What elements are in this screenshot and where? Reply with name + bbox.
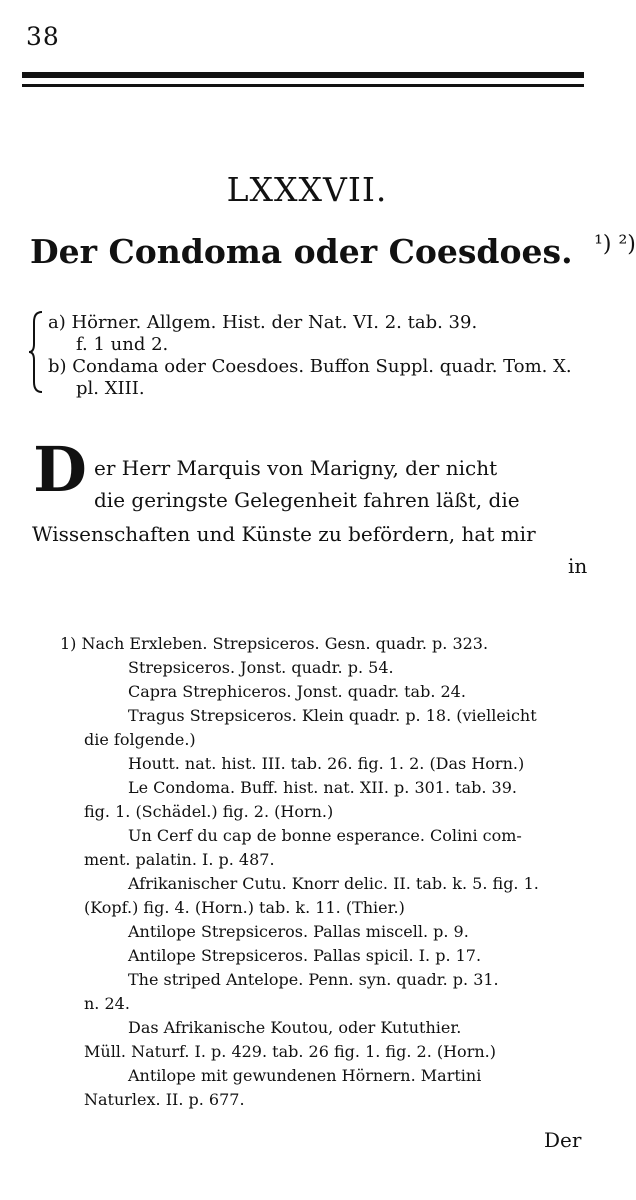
footnotes: [48, 632, 539, 1112]
body-line: in: [568, 554, 588, 578]
reference-line: b) Condama oder Coesdoes. Buffon Suppl. quadr. Tom. X.: [48, 356, 572, 377]
body-line: Wissenschaften und Künste zu befördern, hat mir: [32, 522, 536, 546]
reference-line: f. 1 und 2.: [76, 334, 169, 355]
footnote-line: Naturlex. II. p. 677.: [84, 1090, 245, 1109]
header-rule-thin: [22, 84, 584, 87]
chapter-title: [30, 232, 636, 271]
footnote-line: Das Afrikanische Koutou, oder Kututhier.: [128, 1018, 462, 1037]
footnote-line: Tragus Strepsiceros. Klein quadr. p. 18. (vielleicht: [128, 706, 537, 725]
footnote-line: fig. 1. (Schädel.) fig. 2. (Horn.): [84, 802, 334, 821]
chapter-title-text: Der Condoma oder Coesdoes.: [30, 232, 573, 271]
footnote-line: Müll. Naturf. I. p. 429. tab. 26 fig. 1. fig. 2. (Horn.): [84, 1042, 496, 1061]
footnote-line: die folgende.): [84, 730, 196, 749]
page-number: 38: [26, 22, 60, 51]
footnote-line: Capra Strephiceros. Jonst. quadr. tab. 24.: [128, 682, 466, 701]
reference-line: a) Hörner. Allgem. Hist. der Nat. VI. 2. tab. 39.: [48, 312, 478, 333]
footnote-line: Afrikanischer Cutu. Knorr delic. II. tab. k. 5. fig. 1.: [128, 874, 539, 893]
footnote-line: Antilope Strepsiceros. Pallas miscell. p. 9.: [128, 922, 469, 941]
footnote-line: The striped Antelope. Penn. syn. quadr. p. 31.: [128, 970, 499, 989]
body-line: er Herr Marquis von Marigny, der nicht: [94, 456, 498, 480]
footnote-line: Un Cerf du cap de bonne esperance. Colini com-: [128, 826, 522, 845]
catchword: Der: [544, 1128, 582, 1152]
reference-list: [48, 312, 572, 400]
footnote-line: Le Condoma. Buff. hist. nat. XII. p. 301. tab. 39.: [128, 778, 517, 797]
drop-cap: D: [33, 433, 87, 506]
reference-brace: [28, 310, 44, 394]
title-footnote-marks: ¹) ²): [594, 232, 636, 257]
body-line: die geringste Gelegenheit fahren läßt, die: [94, 488, 520, 512]
reference-line: pl. XIII.: [76, 378, 145, 399]
footnote-line: n. 24.: [84, 994, 130, 1013]
footnote-line: Strepsiceros. Jonst. quadr. p. 54.: [128, 658, 394, 677]
footnote-line: Antilope mit gewundenen Hörnern. Martini: [128, 1066, 482, 1085]
header-rule-thick: [22, 72, 584, 78]
footnote-line: Antilope Strepsiceros. Pallas spicil. I. p. 17.: [128, 946, 482, 965]
chapter-number: LXXXVII.: [226, 170, 388, 209]
footnote-line: 1) Nach Erxleben. Strepsiceros. Gesn. quadr. p. 323.: [60, 634, 489, 653]
footnote-line: Houtt. nat. hist. III. tab. 26. fig. 1. 2. (Das Horn.): [128, 754, 525, 773]
footnote-line: (Kopf.) fig. 4. (Horn.) tab. k. 11. (Thier.): [84, 898, 405, 917]
footnote-line: ment. palatin. I. p. 487.: [84, 850, 275, 869]
